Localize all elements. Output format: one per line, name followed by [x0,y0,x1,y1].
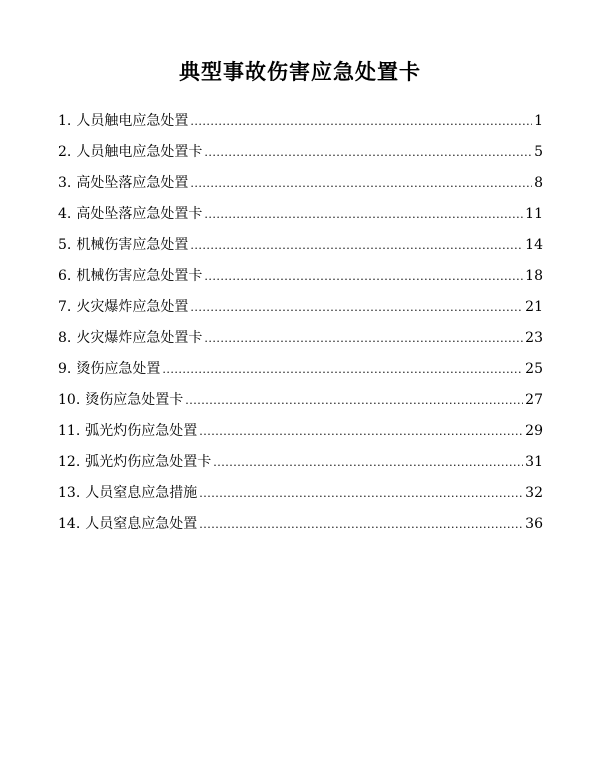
toc-dot-leader [213,454,523,472]
toc-entry-label: 烫伤应急处置 [76,361,161,377]
toc-entry-page: 21 [525,299,543,315]
toc-entry-label: 人员触电应急处置 [76,113,189,129]
toc-entry[interactable] [58,329,543,360]
toc-entry-page: 29 [525,423,543,439]
toc-entry[interactable] [58,360,543,391]
toc-dot-leader [204,206,523,224]
toc-entry[interactable] [58,391,543,422]
toc-entry-number: 11. [58,423,81,439]
toc-entry-page: 11 [525,206,543,222]
table-of-contents [58,112,543,546]
toc-entry-page: 8 [534,175,543,191]
toc-entry-number: 5. [58,237,72,253]
toc-entry-page: 25 [525,361,543,377]
toc-entry[interactable] [58,205,543,236]
toc-entry-page: 36 [525,516,543,532]
toc-dot-leader [199,516,523,534]
toc-entry-label: 火灾爆炸应急处置 [76,299,189,315]
toc-entry-page: 14 [525,237,543,253]
toc-entry-label: 烫伤应急处置卡 [85,392,184,408]
toc-entry[interactable] [58,515,543,546]
toc-entry[interactable] [58,267,543,298]
toc-entry-number: 9. [58,361,72,377]
toc-dot-leader [190,113,532,131]
toc-entry-label: 机械伤害应急处置 [76,237,189,253]
toc-entry-label: 高处坠落应急处置卡 [76,206,203,222]
toc-entry-label: 火灾爆炸应急处置卡 [76,330,203,346]
toc-entry-label: 高处坠落应急处置 [76,175,189,191]
toc-entry-label: 弧光灼伤应急处置卡 [85,454,212,470]
toc-entry[interactable] [58,236,543,267]
toc-entry-number: 8. [58,330,72,346]
page-title: 典型事故伤害应急处置卡 [179,60,421,85]
toc-entry[interactable] [58,453,543,484]
toc-dot-leader [204,330,523,348]
toc-entry[interactable] [58,143,543,174]
toc-entry[interactable] [58,422,543,453]
toc-entry-number: 4. [58,206,72,222]
toc-entry-page: 1 [534,113,543,129]
toc-entry-number: 3. [58,175,72,191]
toc-entry-label: 人员触电应急处置卡 [76,144,203,160]
toc-dot-leader [199,423,523,441]
toc-entry-page: 31 [525,454,543,470]
toc-entry[interactable] [58,112,543,143]
toc-entry-page: 23 [525,330,543,346]
toc-entry-number: 12. [58,454,81,470]
toc-dot-leader [190,175,532,193]
toc-entry-number: 2. [58,144,72,160]
toc-entry-number: 13. [58,485,81,501]
toc-dot-leader [185,392,523,410]
toc-entry-page: 18 [525,268,543,284]
toc-entry-number: 14. [58,516,81,532]
toc-dot-leader [190,237,523,255]
toc-entry[interactable] [58,484,543,515]
toc-entry-page: 5 [534,144,543,160]
toc-entry[interactable] [58,298,543,329]
toc-entry-number: 1. [58,113,72,129]
toc-entry-number: 6. [58,268,72,284]
toc-dot-leader [204,144,532,162]
toc-entry-label: 机械伤害应急处置卡 [76,268,203,284]
toc-dot-leader [199,485,523,503]
toc-entry-label: 人员窒息应急措施 [85,485,198,501]
toc-dot-leader [190,299,523,317]
toc-entry-label: 弧光灼伤应急处置 [85,423,198,439]
toc-entry-page: 32 [525,485,543,501]
toc-entry-number: 7. [58,299,72,315]
toc-entry-number: 10. [58,392,81,408]
toc-entry[interactable] [58,174,543,205]
toc-dot-leader [162,361,523,379]
toc-dot-leader [204,268,523,286]
toc-entry-page: 27 [525,392,543,408]
toc-entry-label: 人员窒息应急处置 [85,516,198,532]
